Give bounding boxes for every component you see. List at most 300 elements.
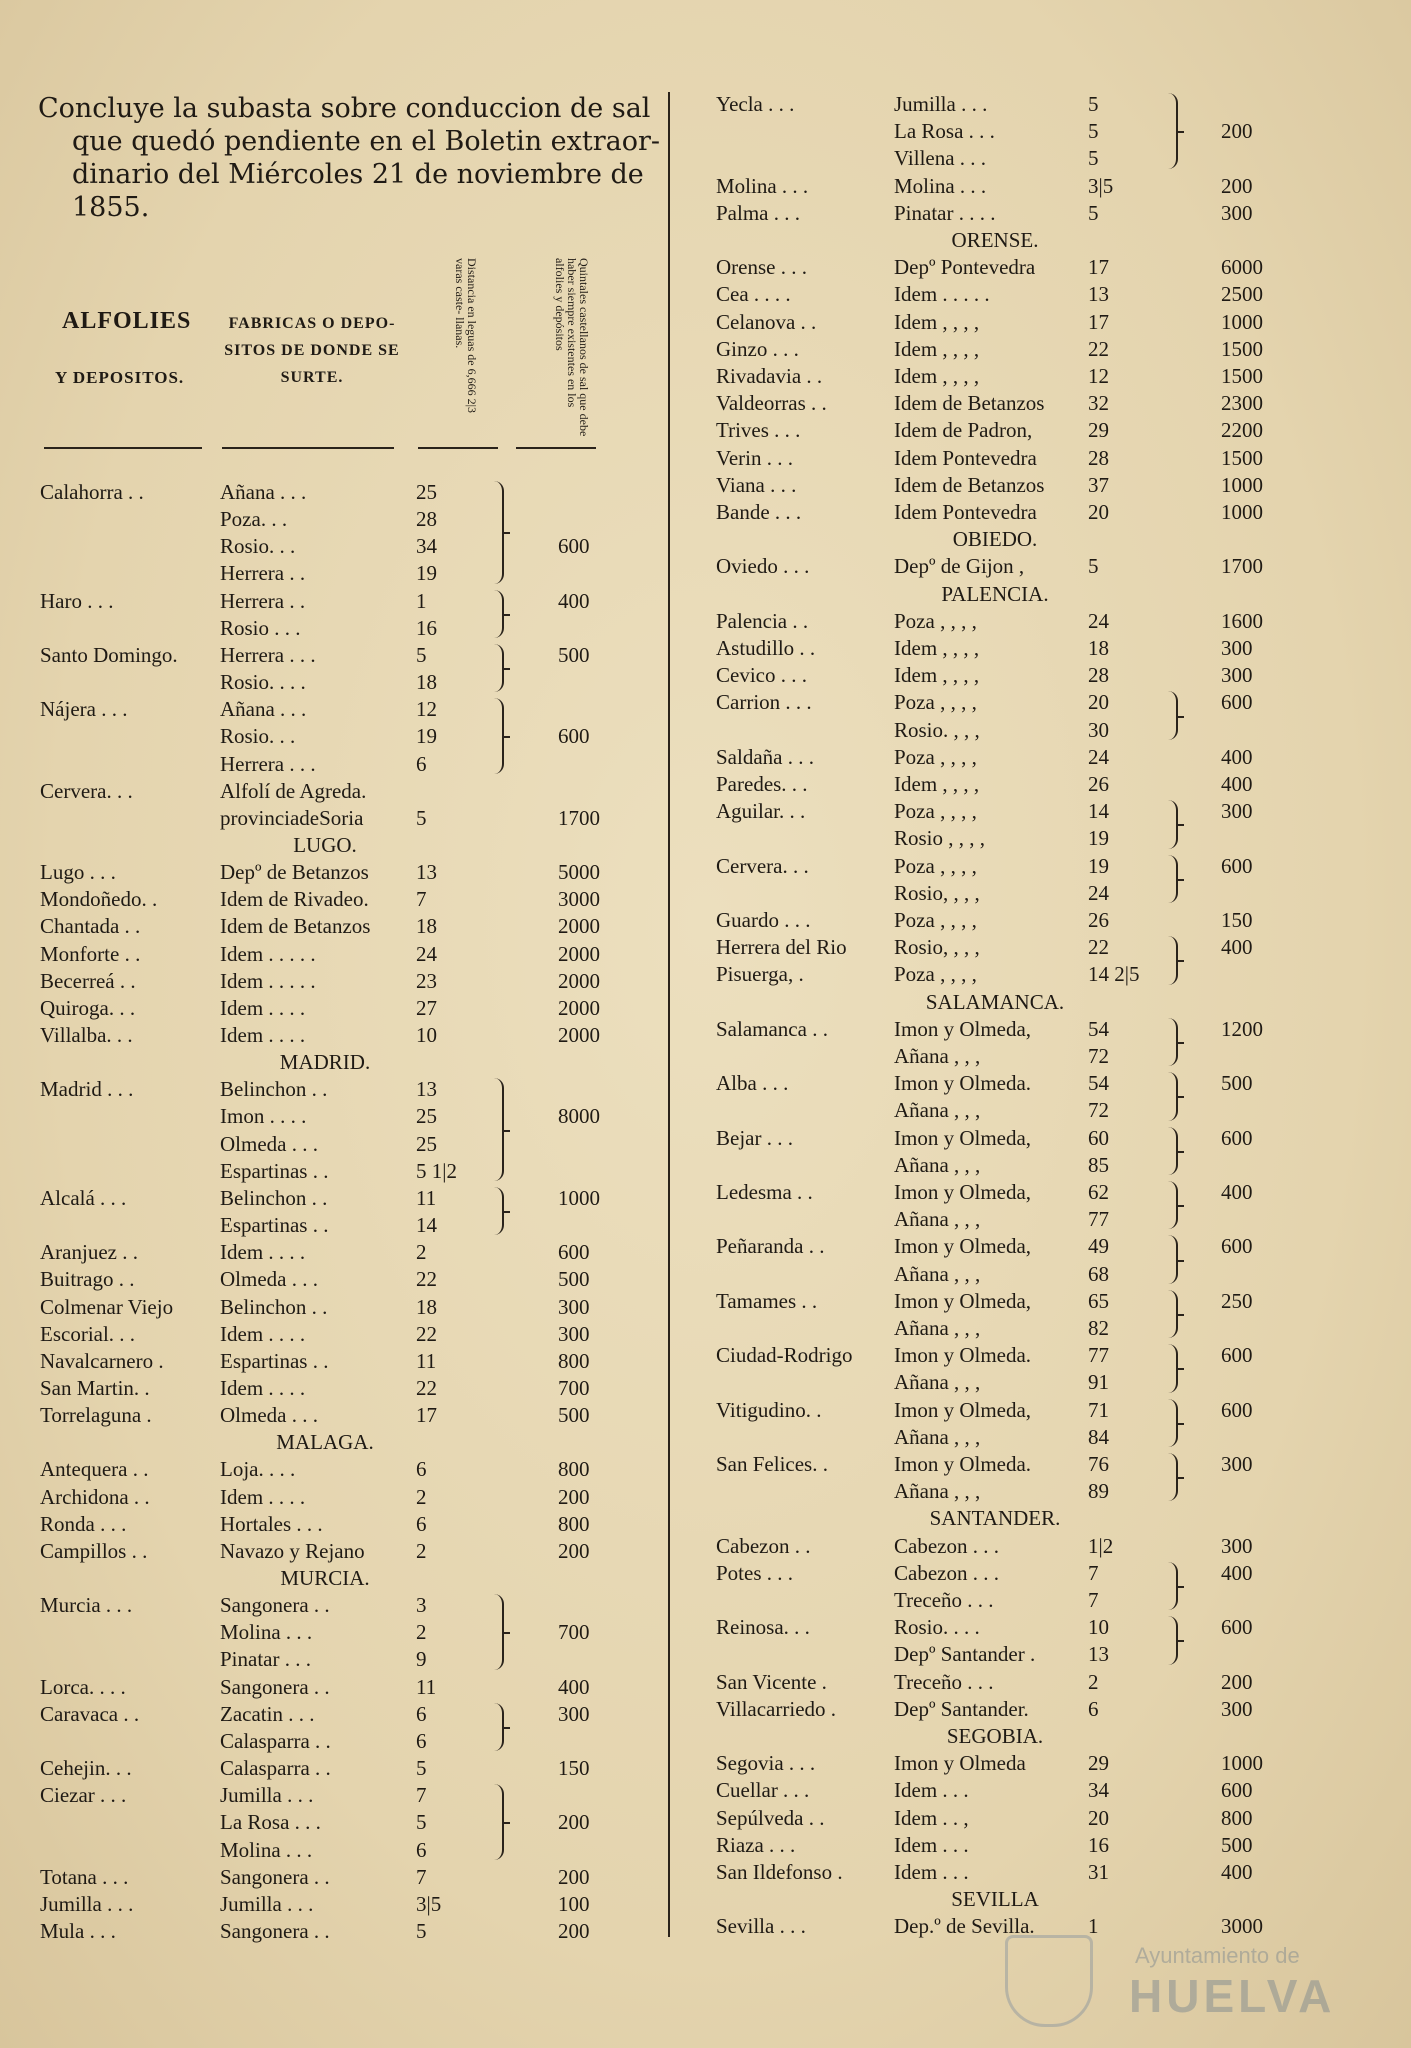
- fabrica-cell: Idem , , , ,: [894, 663, 980, 688]
- quintales-cell: 1000: [1221, 500, 1263, 524]
- alfoli-cell: Bande . . .: [716, 500, 802, 524]
- distance-cell: 72: [1088, 1044, 1109, 1068]
- fabrica-cell: Poza , , , ,: [894, 690, 977, 715]
- alfoli-cell: Nájera . . .: [40, 697, 128, 722]
- distance-cell: 13: [1088, 1642, 1109, 1667]
- alfoli-cell: San Felices. .: [716, 1452, 828, 1476]
- quintales-cell: 300: [1221, 663, 1253, 688]
- quintales-cell: 600: [558, 534, 590, 559]
- fabrica-cell: Imon y Olmeda: [894, 1751, 1026, 1776]
- alfoli-cell: Santo Domingo.: [40, 642, 178, 667]
- fabrica-cell: Olmeda . . .: [220, 1267, 318, 1292]
- fabrica-cell: Depº Santander.: [894, 1696, 1029, 1721]
- fabrica-cell: Poza , , , ,: [894, 853, 977, 878]
- distance-cell: 6: [416, 1701, 427, 1726]
- alfoli-cell: Campillos . .: [40, 1538, 148, 1563]
- table-row: [716, 173, 1396, 200]
- fabrica-cell: Añana , , ,: [894, 1261, 981, 1286]
- intro-line: Concluye la subasta sobre conduccion de sal: [38, 93, 651, 124]
- distance-cell: 24: [1088, 608, 1109, 633]
- fabrica-cell: Imon y Olmeda,: [894, 1397, 1032, 1422]
- section-heading: SEVILLA: [951, 1887, 1039, 1912]
- fabrica-cell: Rosio. . . .: [894, 1615, 980, 1640]
- fabrica-cell: Calasparra . .: [220, 1728, 331, 1753]
- distance-cell: 84: [1088, 1424, 1109, 1449]
- quintales-cell: 2500: [1221, 282, 1263, 307]
- fabrica-cell: Idem . . ,: [894, 1805, 969, 1830]
- quintales-cell: 600: [1221, 1343, 1253, 1368]
- fabrica-cell: Belinchon . .: [220, 1185, 328, 1210]
- distance-cell: 82: [1088, 1316, 1109, 1340]
- fabrica-cell: Poza , , , ,: [894, 908, 977, 932]
- table-row: [716, 880, 1396, 907]
- distance-cell: 49: [1088, 1234, 1109, 1259]
- table-row: [40, 560, 620, 587]
- quintales-cell: 500: [558, 642, 590, 667]
- grouping-brace: [1168, 1181, 1178, 1229]
- table-row: [716, 1641, 1396, 1668]
- distance-cell: 77: [1088, 1207, 1109, 1232]
- intro-line: que quedó pendiente en el Boletin extraor-: [72, 126, 661, 157]
- table-row: [716, 1669, 1396, 1696]
- quintales-cell: 300: [1221, 636, 1253, 660]
- fabrica-cell: Rosio. , , ,: [894, 717, 980, 742]
- distance-cell: 17: [416, 1403, 437, 1428]
- table-row: [716, 1288, 1396, 1315]
- alfoli-cell: San Vicente .: [716, 1669, 827, 1694]
- table-row: [40, 1701, 620, 1728]
- fabrica-cell: Jumilla . . .: [220, 1783, 314, 1808]
- fabrica-cell: Idem . . . . .: [894, 282, 990, 307]
- quintales-cell: 2000: [558, 968, 600, 993]
- distance-cell: 18: [416, 1294, 437, 1319]
- fabrica-cell: Jumilla . . .: [220, 1891, 314, 1916]
- fabrica-cell: Poza , , , ,: [894, 744, 977, 769]
- table-row: [40, 615, 620, 642]
- quintales-cell: 300: [558, 1701, 590, 1726]
- quintales-cell: 800: [558, 1457, 590, 1482]
- fabrica-cell: Sangonera . .: [220, 1593, 330, 1618]
- fabrica-cell: Rosio . . .: [220, 615, 301, 640]
- table-row: [40, 1348, 620, 1375]
- table-row: [716, 1696, 1396, 1723]
- table-row: [40, 1103, 620, 1130]
- quintales-cell: 3000: [1221, 1914, 1263, 1939]
- fabrica-cell: Sangonera . .: [220, 1674, 330, 1699]
- table-row: [40, 1294, 620, 1321]
- distance-cell: 28: [1088, 445, 1109, 470]
- distance-cell: 2: [416, 1538, 427, 1563]
- alfoli-cell: Quiroga. . .: [40, 995, 136, 1020]
- alfoli-cell: Cabezon . .: [716, 1533, 811, 1558]
- fabrica-cell: Imon y Olmeda.: [894, 1071, 1032, 1096]
- quintales-cell: 600: [1221, 853, 1253, 878]
- grouping-brace: [494, 698, 504, 773]
- alfoli-cell: Cehejin. . .: [40, 1756, 132, 1781]
- distance-cell: 12: [416, 697, 437, 722]
- quintales-cell: 1000: [1221, 309, 1263, 334]
- distance-cell: 19: [1088, 826, 1109, 851]
- grouping-brace: [494, 1187, 504, 1235]
- quintales-cell: 500: [558, 1267, 590, 1292]
- alfoli-cell: Segovia . . .: [716, 1751, 816, 1776]
- fabrica-cell: Idem de Rivadeo.: [220, 887, 369, 912]
- table-row: [40, 1185, 620, 1212]
- alfoli-cell: Ledesma . .: [716, 1180, 813, 1204]
- quintales-cell: 2000: [558, 914, 600, 939]
- distance-cell: 91: [1088, 1370, 1109, 1395]
- grouping-brace: [494, 644, 504, 692]
- table-row: [40, 1592, 620, 1619]
- grouping-brace: [494, 1784, 504, 1859]
- distance-cell: 22: [1088, 336, 1109, 361]
- distance-cell: 10: [416, 1023, 437, 1047]
- quintales-cell: 1000: [558, 1185, 600, 1210]
- table-row: [40, 1864, 620, 1891]
- distance-cell: 24: [1088, 880, 1109, 905]
- fabrica-cell: Idem . . . . .: [220, 968, 316, 993]
- alfoli-cell: Ronda . . .: [40, 1511, 127, 1536]
- table-row: [716, 1369, 1396, 1396]
- quintales-cell: 600: [1221, 1125, 1253, 1150]
- fabrica-cell: Idem . . . .: [220, 1321, 306, 1346]
- alfoli-cell: Villalba. . .: [40, 1023, 133, 1047]
- fabrica-cell: Idem de Betanzos: [894, 472, 1045, 497]
- table-row: [716, 281, 1396, 308]
- fabrica-cell: Idem Pontevedra: [894, 500, 1037, 524]
- table-row: [40, 778, 620, 805]
- alfoli-cell: Buitrago . .: [40, 1267, 135, 1292]
- table-row: [40, 1131, 620, 1158]
- alfoli-cell: Palencia . .: [716, 608, 809, 633]
- quintales-cell: 300: [1221, 1452, 1253, 1476]
- alfoli-cell: Orense . . .: [716, 255, 807, 280]
- alfoli-cell: San Ildefonso .: [716, 1860, 843, 1884]
- alfoli-cell: Trives . . .: [716, 418, 801, 443]
- table-row: [716, 1016, 1396, 1043]
- distance-cell: 11: [416, 1674, 437, 1699]
- quintales-cell: 200: [1221, 1669, 1253, 1694]
- fabrica-cell: Molina . . .: [220, 1620, 313, 1645]
- distance-cell: 13: [1088, 282, 1109, 307]
- grouping-brace: [494, 1594, 504, 1669]
- table-row: [40, 1538, 620, 1565]
- quintales-cell: 300: [1221, 1696, 1253, 1721]
- table-row: [716, 1451, 1396, 1478]
- fabrica-cell: Idem , , , ,: [894, 336, 980, 361]
- alfoli-cell: Ciezar . . .: [40, 1783, 127, 1808]
- fabrica-cell: Añana , , ,: [894, 1207, 981, 1232]
- quintales-cell: 1000: [1221, 1751, 1263, 1776]
- quintales-cell: 150: [558, 1756, 590, 1781]
- distance-cell: 18: [1088, 636, 1109, 660]
- watermark: [1005, 1935, 1345, 2025]
- table-row: [716, 907, 1396, 934]
- distance-cell: 5: [1088, 554, 1099, 579]
- quintales-cell: 6000: [1221, 255, 1263, 280]
- table-row: [40, 1456, 620, 1483]
- distance-cell: 19: [416, 561, 437, 586]
- distance-cell: 1|2: [1088, 1533, 1114, 1558]
- distance-cell: 28: [1088, 663, 1109, 688]
- fabrica-cell: Idem . . . .: [220, 1023, 306, 1047]
- distance-cell: 22: [1088, 935, 1109, 960]
- alfoli-cell: Alba . . .: [716, 1071, 789, 1096]
- table-row: [716, 1315, 1396, 1342]
- alfoli-cell: Oviedo . . .: [716, 554, 810, 579]
- table-row: [716, 1152, 1396, 1179]
- quintales-cell: 400: [1221, 744, 1253, 769]
- fabrica-cell: Olmeda . . .: [220, 1131, 318, 1156]
- table-row: [40, 1837, 620, 1864]
- table-row: [716, 662, 1396, 689]
- fabrica-cell: Rosio. . .: [220, 724, 296, 749]
- fabrica-cell: Idem de Padron,: [894, 418, 1033, 443]
- grouping-brace: [1168, 93, 1178, 169]
- alfoli-cell: Saldaña . . .: [716, 744, 814, 769]
- fabrica-cell: Imon y Olmeda,: [894, 1016, 1032, 1041]
- alfoli-cell: San Martin. .: [40, 1375, 150, 1400]
- fabrica-cell: Depº Pontevedra: [894, 255, 1036, 280]
- alfoli-cell: Totana . . .: [40, 1864, 129, 1889]
- distance-cell: 29: [1088, 1751, 1109, 1776]
- quintales-cell: 1200: [1221, 1016, 1263, 1041]
- quintales-cell: 200: [1221, 173, 1253, 198]
- section-heading: OBIEDO.: [952, 527, 1038, 552]
- quintales-cell: 1700: [558, 805, 600, 830]
- table-row: [40, 805, 620, 832]
- alfoli-cell: Madrid . . .: [40, 1077, 134, 1102]
- table-row: [716, 1859, 1396, 1886]
- quintales-cell: 1500: [1221, 364, 1263, 388]
- distance-cell: 26: [1088, 772, 1109, 796]
- table-row: [40, 696, 620, 723]
- table-row: [40, 479, 620, 506]
- table-row: [40, 751, 620, 778]
- table-row: [716, 445, 1396, 472]
- section-heading: LUGO.: [293, 832, 357, 857]
- quintales-cell: 300: [1221, 799, 1253, 824]
- quintales-cell: 500: [1221, 1071, 1253, 1096]
- fabrica-cell: Añana , , ,: [894, 1316, 981, 1340]
- quintales-cell: 300: [1221, 200, 1253, 225]
- distance-cell: 22: [416, 1267, 437, 1292]
- table-row: [716, 689, 1396, 716]
- distance-cell: 27: [416, 995, 437, 1020]
- alfoli-cell: Verin . . .: [716, 445, 793, 470]
- fabrica-cell: Añana . . .: [220, 697, 307, 722]
- table-row: [40, 1239, 620, 1266]
- quintales-cell: 500: [558, 1403, 590, 1428]
- distance-cell: 5: [416, 1918, 427, 1943]
- distance-cell: 3|5: [416, 1891, 442, 1916]
- alfoli-cell: Molina . . .: [716, 173, 809, 198]
- intro-line: dinario del Miércoles 21 de noviembre de: [72, 159, 644, 190]
- distance-cell: 71: [1088, 1397, 1109, 1422]
- table-row: [40, 1402, 620, 1429]
- fabrica-cell: Calasparra . .: [220, 1756, 331, 1781]
- table-row: [716, 608, 1396, 635]
- quintales-cell: 1000: [1221, 472, 1263, 497]
- distance-cell: 13: [416, 1077, 437, 1102]
- distance-cell: 60: [1088, 1125, 1109, 1150]
- alfoli-cell: Guardo . . .: [716, 908, 811, 932]
- quintales-cell: 250: [1221, 1288, 1253, 1313]
- distance-cell: 25: [416, 1131, 437, 1156]
- alfoli-cell: Villacarriedo .: [716, 1696, 837, 1721]
- distance-cell: 5: [1088, 92, 1099, 116]
- distance-cell: 11: [416, 1185, 437, 1210]
- table-row: [716, 91, 1396, 118]
- table-row: [40, 723, 620, 750]
- distance-cell: 68: [1088, 1261, 1109, 1286]
- fabrica-cell: Idem , , , ,: [894, 636, 980, 660]
- fabrica-cell: Rosio, , , ,: [894, 880, 980, 905]
- table-row: [716, 1750, 1396, 1777]
- grouping-brace: [494, 1703, 504, 1751]
- distance-cell: 5 1|2: [416, 1158, 457, 1183]
- table-row: [716, 1261, 1396, 1288]
- fabrica-cell: Herrera . .: [220, 588, 306, 613]
- fabrica-cell: Depº de Gijon ,: [894, 554, 1025, 579]
- table-row: [716, 717, 1396, 744]
- table-row: [40, 642, 620, 669]
- quintales-cell: 2000: [558, 1023, 600, 1047]
- section-heading: PALENCIA.: [941, 581, 1049, 606]
- fabrica-cell: Añana . . .: [220, 480, 307, 504]
- quintales-cell: 700: [558, 1375, 590, 1400]
- table-row: [716, 798, 1396, 825]
- table-row: [40, 1022, 620, 1049]
- table-row: [40, 995, 620, 1022]
- fabrica-cell: Jumilla . . .: [894, 92, 988, 116]
- quintales-cell: 300: [1221, 1533, 1253, 1558]
- quintales-cell: 200: [558, 1810, 590, 1835]
- table-row: [716, 1478, 1396, 1505]
- alfoli-cell: Salamanca . .: [716, 1016, 828, 1041]
- table-row: [716, 1097, 1396, 1124]
- distance-cell: 20: [1088, 500, 1109, 524]
- alfoli-cell: Lugo . . .: [40, 860, 116, 885]
- quintales-cell: 1600: [1221, 608, 1263, 633]
- fabrica-cell: Navazo y Rejano: [220, 1538, 365, 1563]
- table-row: [40, 1755, 620, 1782]
- quintales-cell: 800: [558, 1511, 590, 1536]
- distance-cell: 7: [1088, 1560, 1099, 1585]
- table-row: [716, 1125, 1396, 1152]
- table-row: [716, 309, 1396, 336]
- distance-cell: 16: [416, 615, 437, 640]
- fabrica-cell: Idem . . . .: [220, 1484, 306, 1509]
- alfoli-cell: Torrelaguna .: [40, 1403, 152, 1428]
- alfoli-cell: Potes . . .: [716, 1560, 794, 1585]
- table-row: [40, 588, 620, 615]
- distance-cell: 7: [1088, 1588, 1099, 1612]
- table-row: [40, 669, 620, 696]
- alfoli-cell: Cuellar . . .: [716, 1778, 810, 1803]
- fabrica-cell: Imon y Olmeda.: [894, 1452, 1032, 1476]
- fabrica-cell: Idem , , , ,: [894, 309, 980, 334]
- fabrica-cell: La Rosa . . .: [220, 1810, 321, 1835]
- grouping-brace: [1168, 1344, 1178, 1392]
- fabrica-cell: Espartinas . .: [220, 1213, 329, 1238]
- alfoli-cell: Calahorra . .: [40, 480, 144, 504]
- fabrica-cell: Molina . . .: [894, 173, 987, 198]
- fabrica-cell: Imon . . . .: [220, 1104, 307, 1129]
- grouping-brace: [1168, 800, 1178, 848]
- alfoli-cell: Ginzo . . .: [716, 336, 799, 361]
- section-heading: ORENSE.: [951, 228, 1039, 252]
- alfoli-cell: Cevico . . .: [716, 663, 807, 688]
- grouping-brace: [1168, 1290, 1178, 1338]
- table-row: [40, 1674, 620, 1701]
- distance-cell: 14 2|5: [1088, 962, 1140, 987]
- fabrica-cell: Añana , , ,: [894, 1044, 981, 1068]
- alfoli-cell: Astudillo . .: [716, 636, 816, 660]
- distance-cell: 54: [1088, 1071, 1109, 1096]
- alfoli-cell: Ciudad-Rodrigo: [716, 1343, 853, 1368]
- alfoli-cell: Peñaranda . .: [716, 1234, 825, 1259]
- distance-cell: 76: [1088, 1452, 1109, 1476]
- alfoli-cell: Rivadavia . .: [716, 364, 823, 388]
- table-row: [716, 1832, 1396, 1859]
- table-row: [40, 1891, 620, 1918]
- distance-cell: 2: [416, 1484, 427, 1509]
- fabrica-cell: Imon y Olmeda.: [894, 1343, 1032, 1368]
- alfoli-cell: Carrion . . .: [716, 690, 812, 715]
- distance-cell: 32: [1088, 391, 1109, 416]
- fabrica-cell: Pinatar . . .: [220, 1647, 311, 1672]
- grouping-brace: [494, 481, 504, 584]
- fabrica-cell: Depº de Betanzos: [220, 860, 369, 885]
- distance-cell: 5: [1088, 119, 1099, 144]
- distance-cell: 22: [416, 1375, 437, 1400]
- distance-cell: 6: [1088, 1696, 1099, 1721]
- distance-cell: 7: [416, 1864, 427, 1889]
- quintales-cell: 400: [558, 1674, 590, 1699]
- fabrica-cell: Añana , , ,: [894, 1098, 981, 1123]
- fabrica-cell: Idem . . . .: [220, 995, 306, 1020]
- table-row: [716, 934, 1396, 961]
- fabrica-cell: Espartinas . .: [220, 1348, 329, 1373]
- distance-cell: 13: [416, 860, 437, 885]
- table-row: [40, 1782, 620, 1809]
- quintales-cell: 500: [1221, 1832, 1253, 1857]
- distance-cell: 72: [1088, 1098, 1109, 1123]
- distance-cell: 23: [416, 968, 437, 993]
- fabrica-cell: Rosio , , , ,: [894, 826, 986, 851]
- table-row: [716, 961, 1396, 988]
- table-row: [716, 336, 1396, 363]
- fabrica-cell: Rosio. . .: [220, 534, 296, 559]
- quintales-cell: 600: [1221, 690, 1253, 715]
- grouping-brace: [494, 590, 504, 638]
- quintales-cell: 2200: [1221, 418, 1263, 443]
- fabrica-cell: Espartinas . .: [220, 1158, 329, 1183]
- table-row: [716, 254, 1396, 281]
- table-row: [716, 390, 1396, 417]
- alfoli-cell: Lorca. . . .: [40, 1674, 126, 1699]
- distance-cell: 7: [416, 1783, 427, 1808]
- fabrica-cell: Treceño . . .: [894, 1669, 994, 1694]
- distance-cell: 5: [416, 1810, 427, 1835]
- alfoli-cell: Celanova . .: [716, 309, 817, 334]
- fabrica-cell: Zacatin . . .: [220, 1701, 315, 1726]
- quintales-cell: 400: [558, 588, 590, 613]
- fabrica-cell: Herrera . .: [220, 561, 306, 586]
- table-row: [40, 1266, 620, 1293]
- table-row: [716, 145, 1396, 172]
